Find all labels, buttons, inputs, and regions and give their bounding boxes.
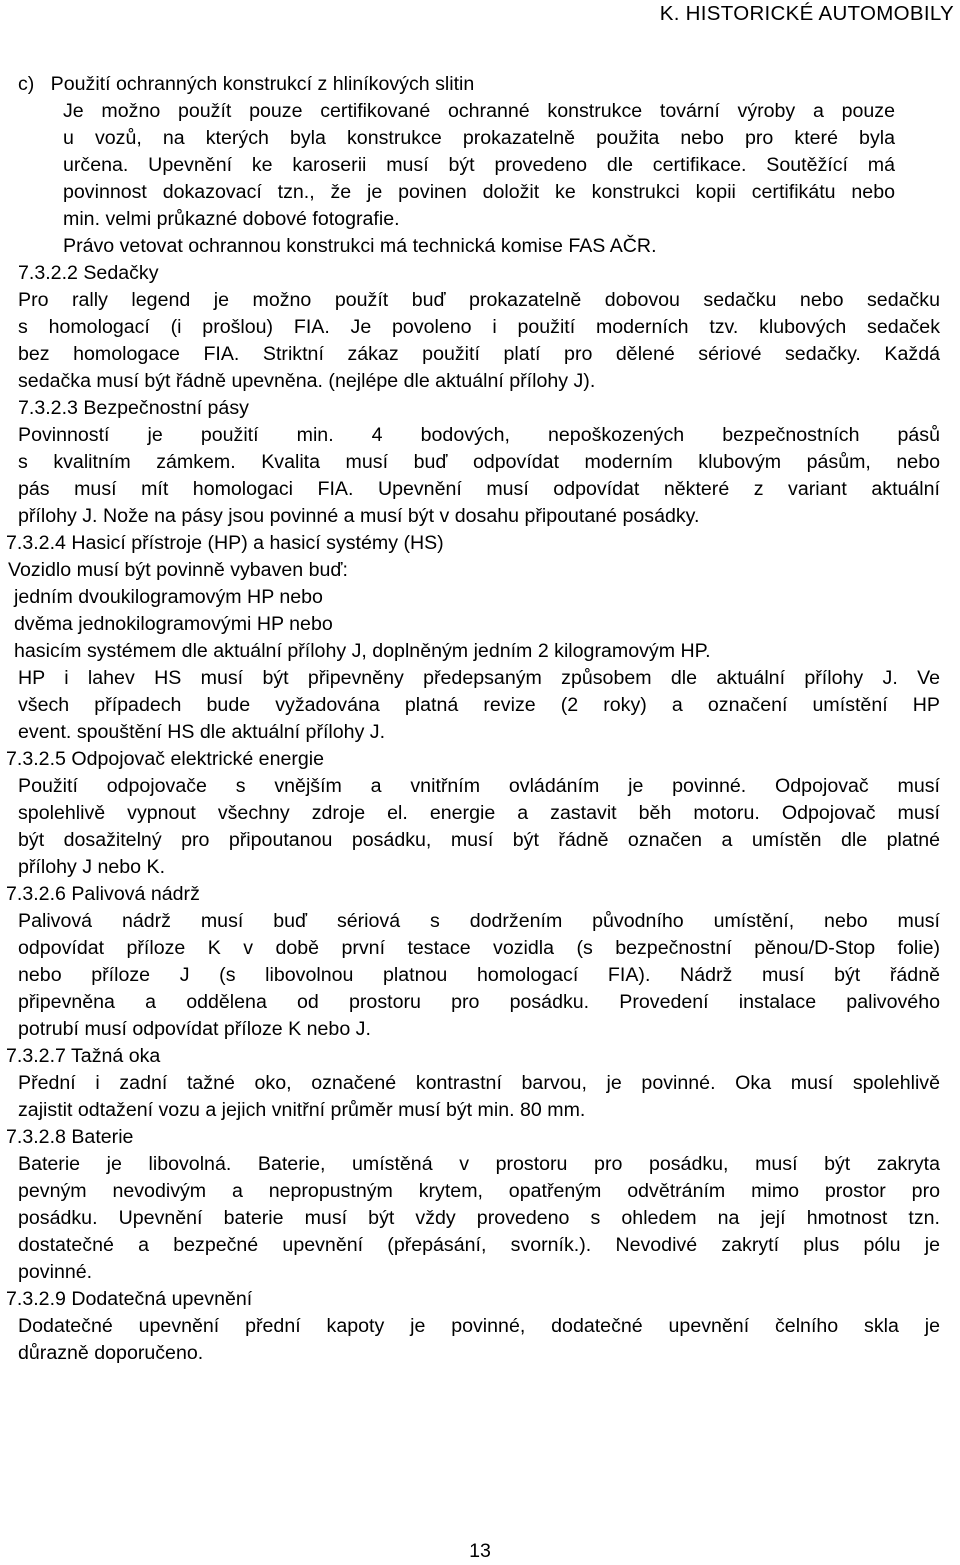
text-line: pevným nevodivým a nepropustným krytem, opatřeným odvětráním mimo prostor pro bbox=[18, 1180, 940, 1202]
text-line: s homologací (i prošlou) FIA. Je povoleno i použití moderních tzv. klubových sedaček bbox=[18, 316, 940, 338]
text-line: důrazně doporučeno. bbox=[18, 1342, 204, 1364]
text-line: povinné. bbox=[18, 1261, 93, 1283]
text-line: Vozidlo musí být povinně vybaven buď: bbox=[8, 559, 348, 581]
text-line: c) Použití ochranných konstrukcí z hliníkových slitin bbox=[18, 73, 475, 95]
text-line: dostatečné a bezpečné upevnění (přepásání, svorník.). Nevodivé zakrytí plus pólu je bbox=[18, 1234, 940, 1256]
page-number: 13 bbox=[469, 1540, 491, 1562]
text-line: určena. Upevnění ke karoserii musí být provedeno dle certifikace. Soutěžící má bbox=[63, 154, 895, 176]
text-line: přílohy J. Nože na pásy jsou povinné a musí být v dosahu připoutané posádky. bbox=[18, 505, 700, 527]
text-line: Baterie je libovolná. Baterie, umístěná v prostoru pro posádku, musí být zakryta bbox=[18, 1153, 940, 1175]
text-line: bez homologace FIA. Striktní zákaz použití platí pro dělené sériové sedačky. Každá bbox=[18, 343, 940, 365]
text-line: hasicím systémem dle aktuální přílohy J, doplněným jedním 2 kilogramovým HP. bbox=[14, 640, 711, 662]
text-line: event. spouštění HS dle aktuální přílohy J. bbox=[18, 721, 386, 743]
text-line: dvěma jednokilogramovými HP nebo bbox=[14, 613, 333, 635]
text-line: Přední i zadní tažné oko, označené kontrastní barvou, je povinné. Oka musí spolehlivě bbox=[18, 1072, 940, 1094]
text-line: odpovídat příloze K v době první testace vozidla (s bezpečnostní pěnou/D-Stop folie) bbox=[18, 937, 940, 959]
text-line: Palivová nádrž musí buď sériová s dodržením původního umístění, nebo musí bbox=[18, 910, 940, 932]
text-line: HP i lahev HS musí být připevněny předepsaným způsobem dle aktuální přílohy J. Ve bbox=[18, 667, 940, 689]
text-line: 7.3.2.9 Dodatečná upevnění bbox=[6, 1288, 253, 1310]
page-header-title: K. HISTORICKÉ AUTOMOBILY bbox=[659, 2, 954, 25]
text-line: přílohy J nebo K. bbox=[18, 856, 166, 878]
text-line: Dodatečné upevnění přední kapoty je povinné, dodatečné upevnění čelního skla je bbox=[18, 1315, 940, 1337]
text-line: Povinností je použití min. 4 bodových, nepoškozených bezpečnostních pásů bbox=[18, 424, 940, 446]
text-line: 7.3.2.8 Baterie bbox=[6, 1126, 134, 1148]
text-line: potrubí musí odpovídat příloze K nebo J. bbox=[18, 1018, 371, 1040]
text-line: všech případech bude vyžadována platná revize (2 roky) a označení umístění HP bbox=[18, 694, 940, 716]
text-line: povinnost dokazovací tzn., že je povinen doložit ke konstrukci kopii certifikátu nebo bbox=[63, 181, 895, 203]
text-line: 7.3.2.3 Bezpečnostní pásy bbox=[18, 397, 249, 419]
text-line: min. velmi průkazné dobové fotografie. bbox=[63, 208, 400, 230]
text-line: zajistit odtažení vozu a jejich vnitřní průměr musí být min. 80 mm. bbox=[18, 1099, 586, 1121]
text-line: sedačka musí být řádně upevněna. (nejlépe dle aktuální přílohy J). bbox=[18, 370, 596, 392]
text-line: 7.3.2.2 Sedačky bbox=[18, 262, 159, 284]
text-line: nebo příloze J (s libovolnou platnou homologací FIA). Nádrž musí být řádně bbox=[18, 964, 940, 986]
text-line: 7.3.2.5 Odpojovač elektrické energie bbox=[6, 748, 325, 770]
text-line: pás musí mít homologaci FIA. Upevnění musí odpovídat některé z variant aktuální bbox=[18, 478, 940, 500]
text-line: spolehlivě vypnout všechny zdroje el. energie a zastavit běh motoru. Odpojovač musí bbox=[18, 802, 940, 824]
text-line: Použití odpojovače s vnějším a vnitřním ovládáním je povinné. Odpojovač musí bbox=[18, 775, 940, 797]
text-line: jedním dvoukilogramovým HP nebo bbox=[14, 586, 323, 608]
text-line: Pro rally legend je možno použít buď prokazatelně dobovou sedačku nebo sedačku bbox=[18, 289, 940, 311]
text-line: 7.3.2.6 Palivová nádrž bbox=[6, 883, 200, 905]
text-line: posádku. Upevnění baterie musí být vždy provedeno s ohledem na její hmotnost tzn. bbox=[18, 1207, 940, 1229]
text-line: 7.3.2.7 Tažná oka bbox=[6, 1045, 161, 1067]
text-line: u vozů, na kterých byla konstrukce prokazatelně použita nebo pro které byla bbox=[63, 127, 895, 149]
text-line: 7.3.2.4 Hasicí přístroje (HP) a hasicí systémy (HS) bbox=[6, 532, 444, 554]
text-line: Je možno použít pouze certifikované ochranné konstrukce tovární výroby a pouze bbox=[63, 100, 895, 122]
text-line: být dosažitelný pro připoutanou posádku, musí být řádně označen a umístěn dle platné bbox=[18, 829, 940, 851]
text-line: připevněna a oddělena od prostoru pro posádku. Provedení instalace palivového bbox=[18, 991, 940, 1013]
text-line: Právo vetovat ochrannou konstrukci má technická komise FAS AČR. bbox=[63, 235, 657, 257]
text-line: s kvalitním zámkem. Kvalita musí buď odpovídat moderním klubovým pásům, nebo bbox=[18, 451, 940, 473]
